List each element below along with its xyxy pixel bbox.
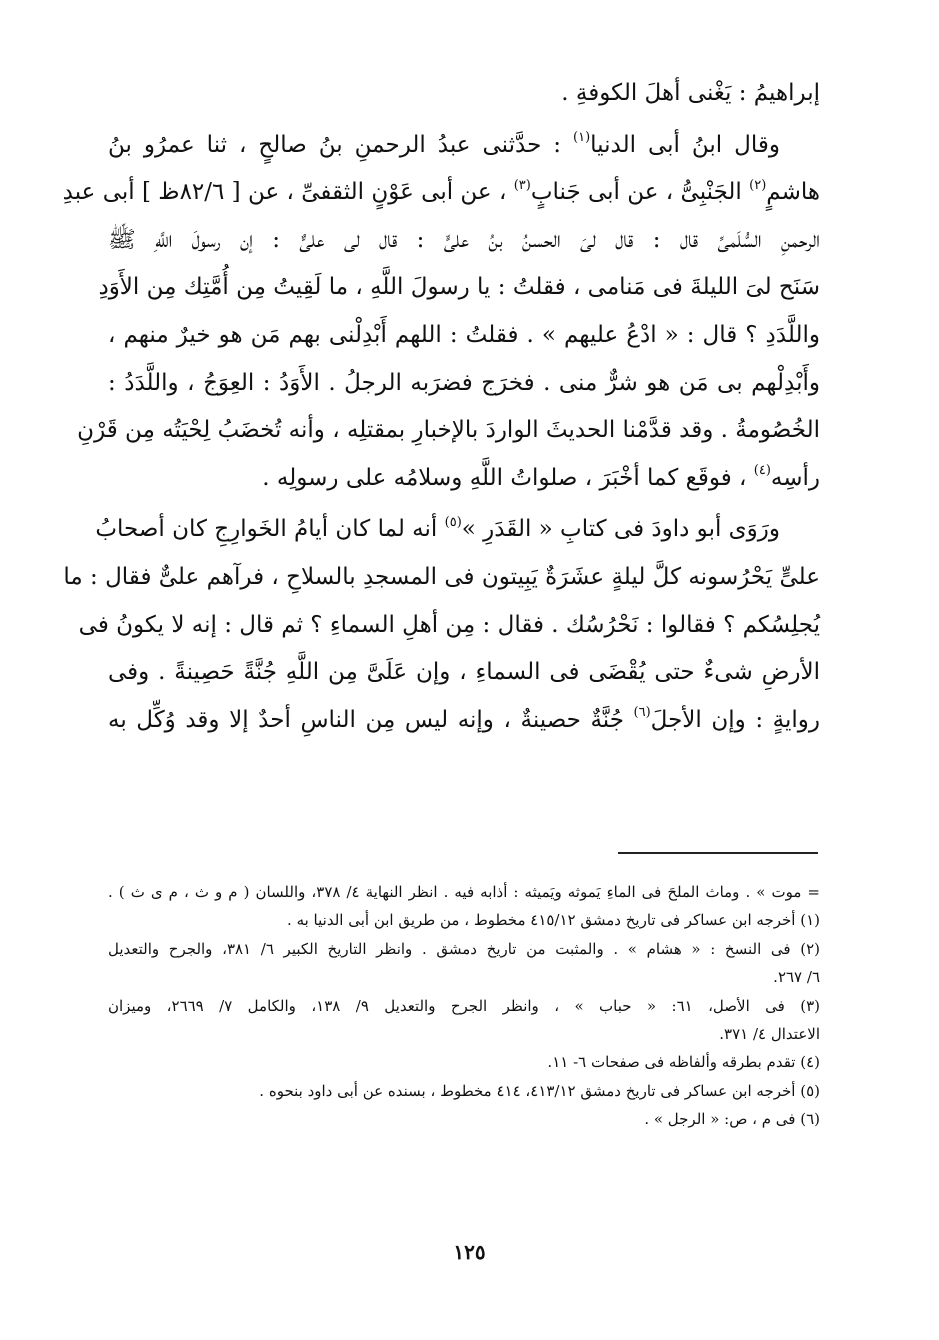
text-line	[62, 169, 820, 217]
text-run: :	[553, 131, 562, 158]
footnotes	[108, 878, 820, 1134]
page-number: ١٢٥	[453, 1240, 486, 1264]
footnote-line: (٥) أخرجه ابن عساكر فى تاريخ دمشق ٤١٣/١٢، ٤١٤ مخطوط ، بسنده عن أبى داود بنحوه .	[259, 1081, 820, 1100]
text-run: الجَنْبِىُّ ، عن أبى جَنابٍ	[530, 179, 742, 206]
text-line	[108, 122, 820, 170]
footnote-ref[interactable]: (٦)	[633, 705, 651, 721]
text-line: الأرضِ شىءٌ حتى يُقْضَى فى السماءِ ، وإن عَلَىَّ مِن اللَّهِ جُنَّةً حَصِينةً . وفى	[108, 659, 820, 686]
main-text	[62, 70, 820, 744]
footnote-ref[interactable]: (٤)	[753, 463, 771, 479]
text-line: وأَبْدِلْهم بى مَن هو شرٌّ منى . فخرَج فضرَبه الرجلُ . الأَوَدُ : العِوَجُ ، واللَّدَدُ :	[108, 369, 820, 396]
footnote-line: الاعتدال ٤/ ٣٧١.	[719, 1025, 820, 1044]
text-run: وقال ابنُ أبى الدنيا	[590, 131, 780, 158]
footnote-line: (٦) فى م ، ص: « الرجل » .	[644, 1110, 820, 1129]
text-line: واللَّدَدِ ؟ قال : « ادْعُ عليهم » . فقلتُ : اللهم أَبْدِلْنى بهم مَن هو خيرٌ منهم ،	[108, 321, 820, 348]
text-line: علىٍّ يَحْرُسونه كلَّ ليلةٍ عشَرَةٌ يَبِيتون فى المسجدِ بالسلاحِ ، فرآهم علىٌّ فقال : ما	[63, 563, 820, 590]
footnote-line: (٣) فى الأصل، ٦١: « حباب » ، وانظر الجرح والتعديل ٩/ ١٣٨، والكامل ٧/ ٢٦٦٩، وميزان	[108, 996, 821, 1015]
footnote-ref[interactable]: (٥)	[444, 514, 462, 530]
footnote-ref[interactable]: (١)	[573, 129, 591, 145]
text-line: الخُصُومةُ . وقد قدَّمْنا الحديثَ الواردَ بالإخبارِ بمقتلِه ، وأنه تُخضَبُ لِحْيَتُه مِن قَرْنِ	[77, 417, 820, 444]
footnote-line: (٢) فى النسخ : « هشام » . والمثبت من تاريخ دمشق . وانظر التاريخ الكبير ٦/ ٣٨١، والجرح والتعديل	[108, 939, 821, 958]
footnote-line: ٦/ ٢٦٧.	[773, 968, 820, 987]
text-run: أنه لما كان أيامُ الخَوارِجِ كان أصحابُ	[95, 516, 438, 543]
text-run: روايةٍ : وإن الأجلَ	[650, 706, 820, 733]
text-line: يُجلِسُكم ؟ فقالوا : نَحْرُسُك . فقال : مِن أهلِ السماءِ ؟ ثم قال : إنه لا يكونُ فى	[78, 611, 820, 638]
text-line	[95, 506, 820, 554]
text-line: إبراهيمُ : يَغْنى أهلَ الكوفةِ .	[561, 80, 820, 106]
footnote-separator	[618, 852, 818, 854]
text-line: سَنَح لىَ الليلةَ فى مَنامى ، فقلتُ : يا رسولَ اللَّهِ ، ما لَقِيتُ مِن أُمَّتِك مِن الأَوَدِ	[98, 274, 820, 301]
text-run: حدَّثنى عبدُ الرحمنِ بنُ صالحٍ ، ثنا عمرُو بنُ	[108, 131, 542, 158]
footnote-ref[interactable]: (٢)	[749, 177, 767, 193]
text-run: جُنَّةٌ حصينةٌ ، وإنه ليس مِن الناسِ أحدٌ إلا وقد وُكِّل به	[108, 706, 624, 733]
text-run: هاشمٍ	[766, 179, 820, 206]
text-run: رأسِه	[770, 464, 820, 491]
text-line	[108, 697, 820, 745]
footnote-ref[interactable]: (٣)	[513, 177, 531, 193]
text-run: ورَوَى أبو داودَ فى كتابِ « القَدَرِ »	[461, 516, 780, 543]
text-run: ، فوقَع كما أخْبَرَ ، صلواتُ اللَّهِ وسلامُه على رسولِه .	[262, 464, 747, 491]
text-line	[108, 455, 820, 503]
footnote-line: (١) أخرجه ابن عساكر فى تاريخ دمشق ٤١٥/١٢ مخطوط ، من طريق ابن أبى الدنيا به .	[287, 911, 820, 930]
footnote-line: (٤) تقدم بطرقه وألفاظه فى صفحات ٦- ١١.	[547, 1053, 820, 1072]
text-line: الرحمنِ السُّلَمىِّ قال : قال لىَ الحسنُ بنُ علىٍّ : قال لى علىٌّ : إن رسولَ اللَّهِ ﷺ	[108, 226, 820, 253]
text-run: ، عن أبى عَوْنٍ الثقفىِّ ، عن [ ٨٢/٦ظ ] أبى عبدِ	[62, 179, 507, 206]
footnote-line: = موت » . وماث الملحَ فى الماءِ يَموثه ويَميثه : أذابه فيه . انظر النهاية ٤/ ٣٧٨، واللسان ( م و ث ، م ى ث ) .	[108, 883, 820, 901]
